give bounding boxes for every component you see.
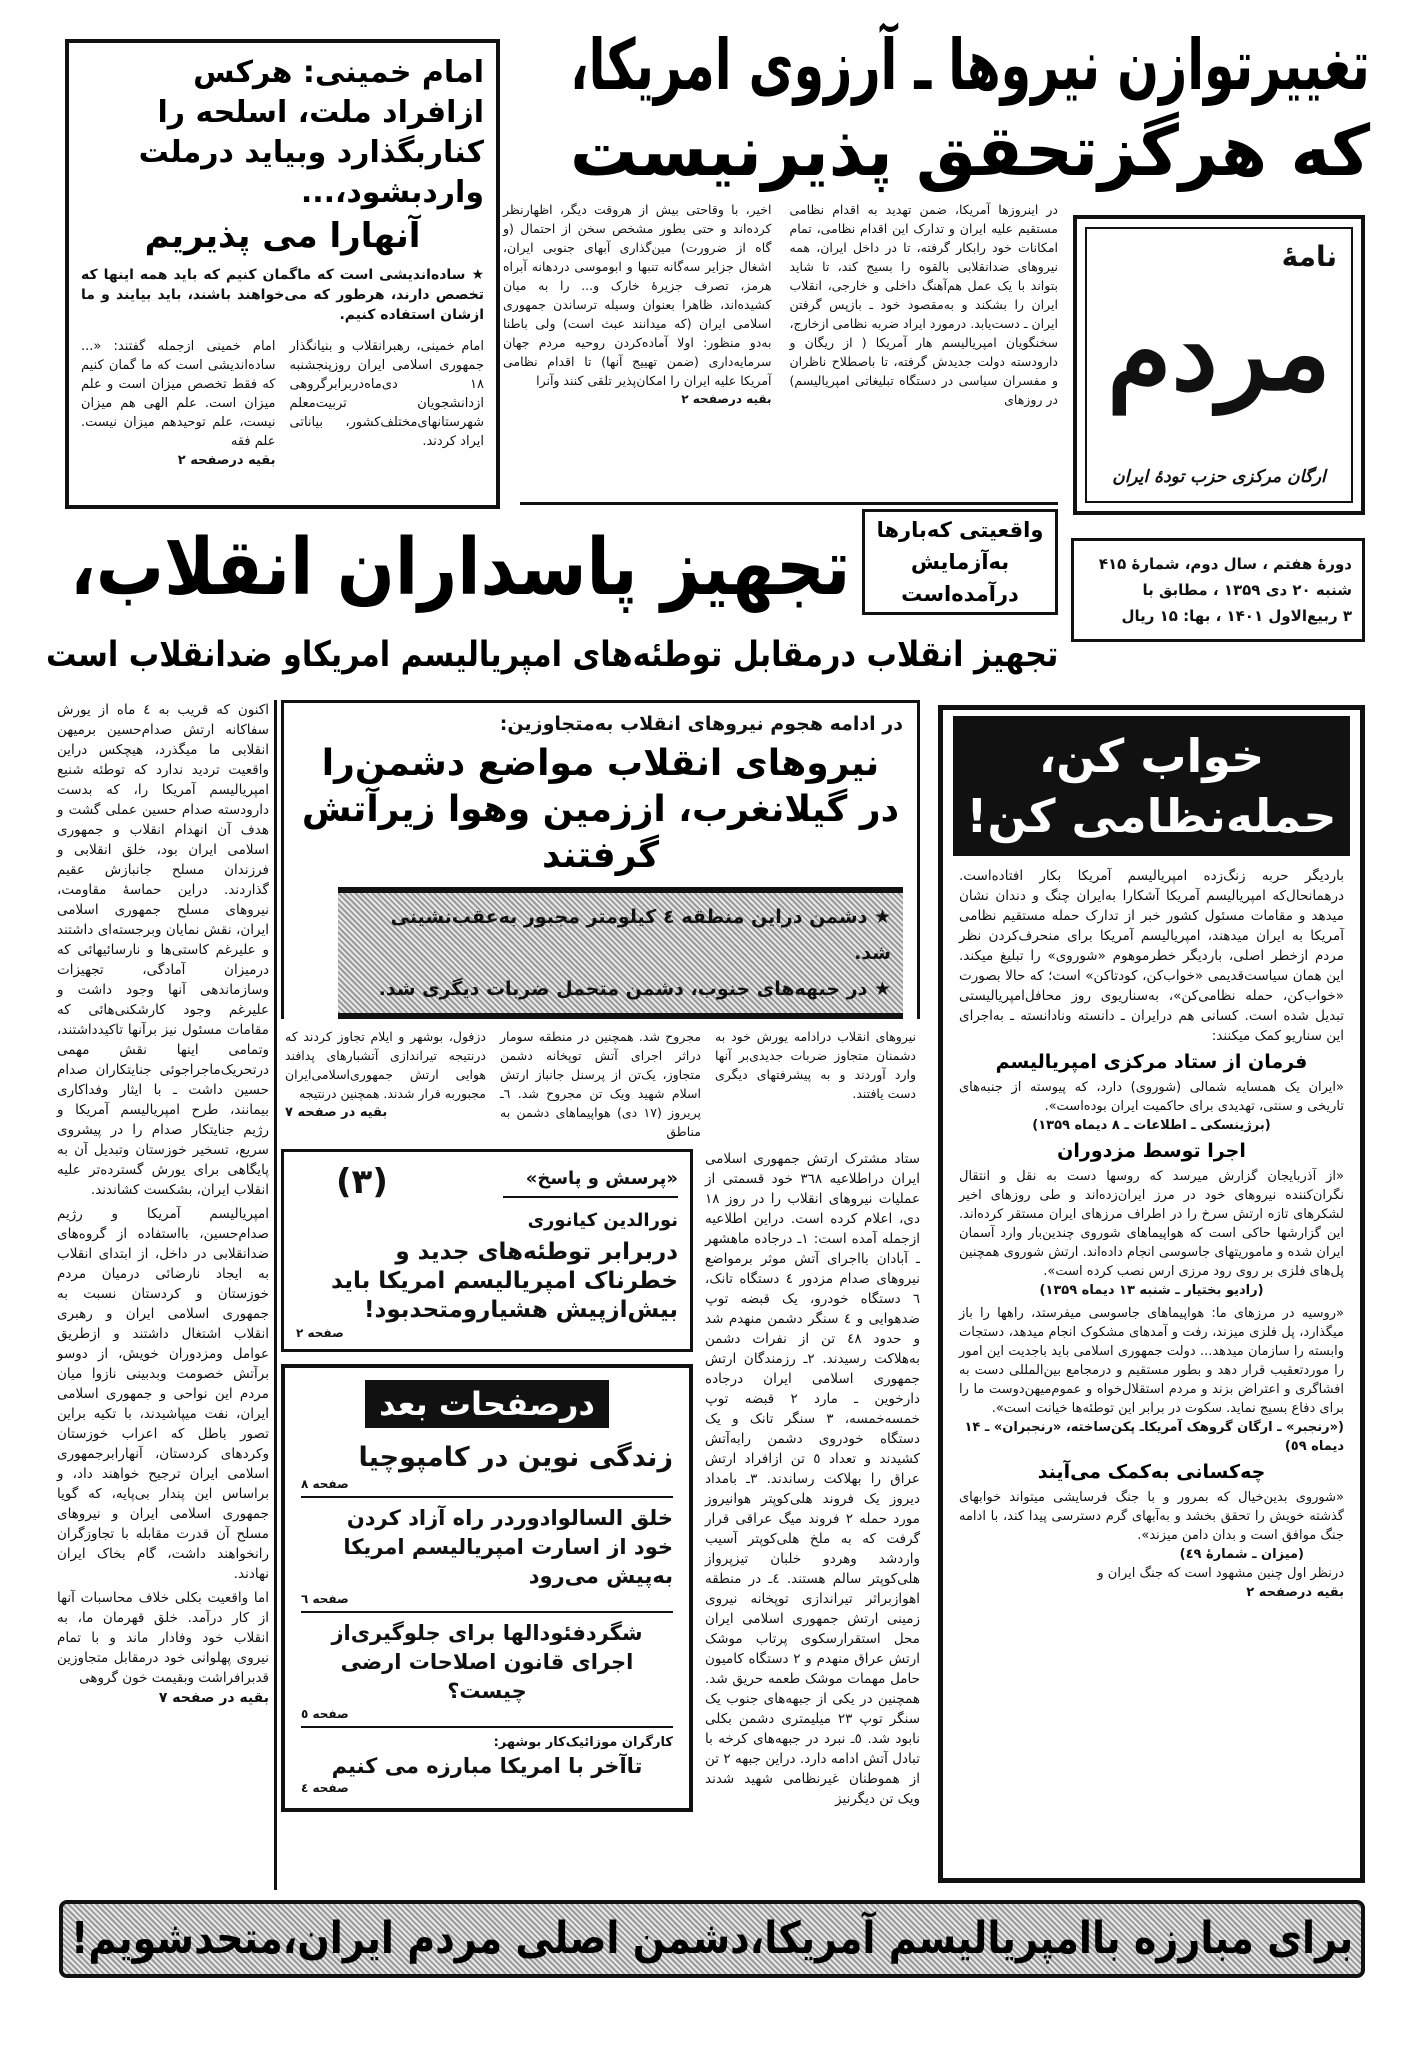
lead-article xyxy=(503,200,1058,409)
right-feature-source: (رادیو بختیار ـ شنبه ۱۳ دیماه ۱۳۵۹) xyxy=(1039,1283,1264,1298)
issue-number: دورهٔ هفتم ، سال دوم، شمارهٔ ۴۱۵ xyxy=(1098,555,1352,573)
right-feature-para: «شوروی بدین‌خیال که بمرور و با جنگ فرسایشی میتواند خوابهای گذشته خویش را تحقق بخشد و به‌آبهای گرم دسترسی پیدا کند، با ادامه جنگ موافق است و بدان دامن میزند». xyxy=(959,1490,1344,1543)
continued-link[interactable]: بقیه درصفحه ۲ xyxy=(681,392,772,406)
qa-header-row xyxy=(296,1160,678,1204)
qa-headline[interactable]: دربرابر توطئه‌های جدید و خطرناک امپریالیسم امریکا باید بیش‌ازپیش هشیارومتحدبود! xyxy=(331,1239,678,1323)
left-column-para: اکنون که قریب به ٤ ماه از یورش سفاکانه ارتش صدام‌حسین برمیهن انقلابی ما میگذرد، هیچکس دراین واقعیت تردید ندارد که توطئه شنیع امپریالیسم آمریکا را، که بدست دارودسته صدام حسین عملی گشت و هدف آن انهدام انقلاب و جمهوری اسلامی ایران بود، خلق انقلابی و فرزندان مسلح جانبازش عقیم گذاردند. دراین حماسهٔ مقاومت، نیروهای مسلح جمهوری اسلامی ایران، نقش نمایان وبرجسته‌ای داشتند و علیرغم کاستی‌ها و نارسائیهائی که درمیزان آمادگی، تجهیزات وسازماندهی آنها وجود داشت و علیرغم وجود کارشکنی‌هائی که مقامات مسئول نیز برآنها تاکیدداشتند، وتمامی اینها نقش مهمی درتحریک‌ماجراجوئی جنایتکاران صدام حسین داشت ـ با ایثار وفداکاری بیمانند، طرح امپریالیسم آمریکا و رژیم جنایتکار صدام را در پیشروی سریع، تسخیر خوزستان وتبدیل آن به پایگاهی برای یورش گسترده‌تر علیه انقلاب ایران، بشکست کشاندند. xyxy=(57,702,269,1198)
continued-link[interactable]: بقیه در صفحه ۷ xyxy=(158,1690,269,1706)
divider xyxy=(520,502,1058,505)
next-pages-item-title: تاآخر با امریکا مبارزه می کنیم xyxy=(331,1754,643,1778)
lead-article-col-left: اخیر، با وقاحتی بیش از هروقت دیگر، اظهارنظر کرده‌اند و حتی بطور مشخص سخن از احتمال (و گاه از ضرورت) مین‌گذاری آبهای جنوبی ایران، اشغال جزایر سه‌گانه تنبها و ابوموسی دردهانه آبراه هرمز، تصرف جزیرهٔ خارک و... را به میان کشیده‌اند، ظاهرا بعنوان وسیله ترساندن جمهوری اسلامی ایران (که میدانند عبث است) ولی باطنا به‌دو منظور: اولا آماده‌کردن روحیه مردم جهان سرمایه‌داری (ضمن تهییج آنها) تا اقدام نظامی آمریکا علیه ایران را امکان‌پذیر تلقی کنند وآنرا xyxy=(503,202,772,388)
left-column-para: امپریالیسم آمریکا و رژیم صدام‌حسین، بااستفاده از گروه‌های ضدانقلابی در داخل، از ابتدای انقلاب به ایجاد نارضائی درمیان مردم خوزستان و کردستان نسبت به جمهوری اسلامی ایران و رهبری انقلاب اشتغال داشتند و ازطریق عوامل ومزدوران خویش، از دوسو برآتش خصومت وبدبینی نازوا میان مردم این نواحی و جمهوری اسلامی ایران، نفت میپاشیدند، با تکیه براین تصور باطل که اعراب خوزستان وکردهای کردستان، آنهارابرجمهوری اسلامی ایران ترجیح خواهند داد، و براساس این پندار بی‌پایه، که گویا جمهوری اسلامی ایران و نیروهای مسلح آن قدرت مقابله با تجاوزگران رانخواهند داشت، گام بخاک ایران نهادند. xyxy=(57,1206,269,1582)
next-pages-item-title: شگردفئودالها برای جلوگیری‌از اجرای قانون اصلاحات ارضی چیست؟ xyxy=(331,1621,643,1703)
masthead-inner xyxy=(1085,227,1353,503)
right-feature-para: باردیگر حربه زنگ‌زده امپریالیسم آمریکا بکار افتاده‌است. درهمانحال‌که امپریالیسم آمریکا آشکارا به‌ایران چنگ و دندان نشان میدهد و مقامات مسئول کشور خبر از تدارک حمله مستقیم نظامی آمریکا به ایران میدهند، امپریالیسم آمریکا برای منحرف‌کردن نظر مردم ازخطر اصلی، باردیگر خطرموهوم «شوروی» را تبلیغ میکند. این همان سیاست‌قدیمی «خواب‌کن، کودتاکن» است؛ که حالا بصورت «خواب‌کن، حمله نظامی‌کن»، به‌سناریوی روز محافل‌امپریالیستی تبدیل شده است. کسانی هم درایران ـ دانسته ونادانسته ـ به‌اجرای این سناریو کمک میکنند: xyxy=(959,868,1344,1044)
battle-highlights xyxy=(338,887,903,1019)
top-headline-line2: که هرگزتحقق پذیرنیست xyxy=(569,110,1370,192)
battle-col-wrap xyxy=(285,1027,486,1141)
next-pages-title-wrap xyxy=(301,1380,673,1428)
masthead-name-top: نامهٔ xyxy=(1281,240,1337,273)
right-feature-body xyxy=(953,856,1350,1600)
issue-info-box xyxy=(1071,538,1365,642)
next-pages-item[interactable] xyxy=(301,1440,673,1498)
qa-page[interactable]: صفحه ۲ xyxy=(296,1326,344,1340)
qa-number: (۳) xyxy=(336,1162,388,1202)
right-feature-subheading: فرمان از ستاد مرکزی امپریالیسم xyxy=(995,1051,1308,1073)
center-boxes xyxy=(281,1149,693,1812)
right-feature-para: «ایران یک همسایه شمالی (شوروی) دارد، که پیوسته از جنبه‌های تاریخی و سنتی، تهدیدی برای حاکمیت ایران بوده‌است». xyxy=(959,1080,1344,1114)
next-pages-item-title: خلق السالوادوردر راه آزاد کردن خود از اسارت امپریالیسم امریکا به‌پیش می‌رود xyxy=(343,1506,673,1588)
lead-article-col-left-wrap xyxy=(503,200,772,409)
bottom-slogan-text: برای مبارزه باامپریالیسم آمریکا،دشمن اصلی مردم ایران،متحدشویم! xyxy=(70,1913,1353,1964)
right-feature-para: «روسیه در مرزهای ما: هواپیماهای جاسوسی میفرستد، راهها را باز میگذارد، پل فلزی میزند، رفت و آمدهای مشکوک انجام میدهد، دستجات وابسته را سازمان میدهد... دولت جمهوری اسلامی باید باجدیت این امور را موردتعقیب قرار دهد و بطور مستقیم و درمجامع بین‌المللی دست به افشاگری و اعتراض بزند و مردم استقلال‌خواه و عموم‌میهن‌دوست ما را برای دفاع بسیج نماید. سکوت در برابر این توطئه‌ها خیانت است». xyxy=(959,1306,1344,1416)
next-pages-title: درصفحات بعد xyxy=(365,1380,609,1428)
right-feature-box xyxy=(938,705,1365,1883)
battle-kicker: در ادامه هجوم نیروهای انقلاب به‌متجاوزین: xyxy=(499,713,903,735)
masthead-logo: مردم xyxy=(1107,291,1331,414)
next-pages-box xyxy=(281,1364,693,1812)
battle-col: دزفول، بوشهر و ایلام تجاوز کردند که درنتیجه تیراندازی آتشبارهای پدافند هوایی ارتش جمهوری‌اسلامی‌ایران مجبوربه فرار شدند. همچنین درنتیجه xyxy=(285,1029,486,1101)
battle-col: مجروح شد. همچنین در منطقه سومار دراثر اجرای آتش توپخانه دشمن متجاوز، یک‌تن از پرسنل جانباز ارتش اسلام شهید ویک تن مجروح شد. ٦ـ پریروز (۱۷ دی) هواپیماهای دشمن به مناطق xyxy=(500,1029,701,1139)
khomeini-col-left: امام خمینی ازجمله گفتند: «... ساده‌اندیشی است که ما گمان کنیم که فقط تخصص میزان است و علم میزان است. علم الهی هم میزان نیست، علم توحیدهم میزان نیست. علم فقه xyxy=(81,339,276,449)
battle-highlight: ★ دشمن دراین منطقه ٤ کیلومتر مجبور به‌عقب‌نشینی شد. xyxy=(390,906,891,964)
column-divider xyxy=(274,700,277,1890)
next-pages-item-kicker: کارگران موزائیک‌کار بوشهر: xyxy=(493,1735,673,1750)
next-pages-item[interactable] xyxy=(301,1734,673,1796)
khomeini-columns xyxy=(81,337,484,468)
subheadline-wrap xyxy=(46,630,1058,680)
right-feature-title: خواب کن، حمله‌نظامی کن! xyxy=(953,716,1350,856)
next-pages-item-page: صفحه ٦ xyxy=(301,1592,349,1606)
center-area xyxy=(281,700,920,1812)
continued-link[interactable]: بقیه در صفحه ۷ xyxy=(285,1105,388,1120)
top-headline xyxy=(570,22,1370,194)
battle-article-header xyxy=(281,700,920,1019)
continued-link[interactable]: بقیه درصفحه ۲ xyxy=(177,453,276,468)
right-feature-source: (برژینسکی ـ اطلاعات ـ ۸ دیماه ۱۳۵۹) xyxy=(1032,1118,1271,1133)
battle-col: نیروهای انقلاب درادامه یورش خود به دشمنان متجاوز ضربات جدیدی‌بر آنها وارد آوردند و به پیشرفتهای دیگری دست یافتند. xyxy=(715,1029,916,1101)
subheadline: تجهیز انقلاب درمقابل توطئه‌های امپریالیسم امریکاو ضدانقلاب است xyxy=(45,635,1058,675)
next-pages-item-page: صفحه ۸ xyxy=(301,1477,349,1491)
next-pages-item-page: صفحه ٥ xyxy=(301,1707,349,1721)
qa-author: نورالدین کیانوری xyxy=(527,1210,678,1231)
left-column-article xyxy=(57,700,269,1706)
battle-narrow-column: ستاد مشترک ارتش جمهوری اسلامی ایران دراطلاعیه ۳٦۸ خود قسمتی از عملیات نیروهای انقلاب را در روز ۱۸ دی، اعلام کرده است. دراین اطلاعیه ازجمله آمده است: ۱ـ درجاده ماهشهر ـ آبادان بااجرای آتش موثر برمواضع نیروهای صدام مزدور ٤ دستگاه تانک، ٦ دستگاه خودرو، یک قبضه توپ ضدهوایی و ٤ سنگر دشمن منهدم شد و حدود ٤۸ تن از نفرات دشمن به‌هلاکت رسیدند. ۲ـ رزمندگان ارتش جمهوری اسلامی ایران درجاده دارخوین ـ مارد ۲ قبضه توپ خمسه‌خمسه، ۳ سنگر تانک و یک دستگاه خودروی دشمن رابه‌آتش کشیدند و تعداد ٥ تن ازافراد ارتش عراق را بهلاکت رساندند. ۳ـ بامداد دیروز یک فروند هلی‌کوپتر هوانیروز مورد حمله ۲ فروند میگ عراقی قرار گرفت که به ملخ هلی‌کوپتر آسیب واردشد وهردو خلبان تیزپرواز هلی‌کوپتر سالم هستند. ٤ـ در منطقه اهوازبراثر تیراندازی توپخانه نیروی زمینی ارتش جمهوری اسلامی ایران محل استقرارسکوی پرتاب موشک ارتش عراق منهدم و ۲ دستگاه کامیون حامل مهمات موشک طعمه حریق شد. همچنین در یکی از جبهه‌های جنوب یک سنگر توپ ۲۳ میلیمتری دشمن بکلی نابود شد. ٥ـ نبرد در جبهه‌های کرخه با تبادل آتش ادامه دارد. دراین جبهه ۲ تن از هموطنان غیرنظامی شهید شدند ویک تن دیگرنیز xyxy=(705,1151,921,1807)
battle-headline: نیروهای انقلاب مواضع دشمن‌را در گیلانغرب، اززمین وهوا زیرآتش گرفتند xyxy=(301,743,900,876)
masthead xyxy=(1073,215,1365,515)
next-pages-item[interactable] xyxy=(301,1619,673,1728)
right-feature-subheading: چه‌کسانی به‌کمک می‌آیند xyxy=(1037,1461,1266,1483)
main-headline-wrap xyxy=(70,520,850,616)
battle-columns xyxy=(281,1027,920,1141)
khomeini-quote-title: امام خمینی: هرکس ازافراد ملت، اسلحه را کناربگذارد وبیاید درملت واردبشود،... xyxy=(138,55,484,210)
lead-article-col-right: در اینروزها آمریکا، ضمن تهدید به اقدام نظامی مستقیم علیه ایران و تدارک این اقدام نظامی، تمام امکانات خود رابکار گرفته، تا در داخل ایران، همه نیروهای ضدانقلابی بالقوه را بسیج کند، تا شاید بتواند با یک عمل هم‌آهنگ داخلی و خارجی، انقلاب ایران را بشکند و به‌مقصود خود ـ بازپس گرفتن ایران ـ دست‌یابد. درمورد ایراد ضربه نظامی ازخارج، سخنگویان امپریالیسم هار آمریکا ( از ریگان و دارودسته دولت جدیدش گرفته، تا باصطلاح ناظران و مفسران سیاسی در دستگاه تبلیغاتی امپریالیسم) در روزهای xyxy=(789,202,1058,407)
khomeini-star-text: ★ ساده‌اندیشی است که ماگمان کنیم که باید همه اینها که تخصص دارند، هرطور که می‌خواهند باشند، باید بیایند و ما ازشان استفاده کنیم. xyxy=(81,267,484,323)
khomeini-quote-highlight: آنهارا می پذیریم xyxy=(144,216,421,256)
khomeini-quote-box xyxy=(65,39,500,509)
right-feature-para: «از آذربایجان گزارش میرسد که روسها دست به نقل و انتقال نگران‌کننده نیروهای خود در مرز ایران‌زده‌اند و طی روزهای اخیر لشکرهای تازه ارتش سرخ را در اطراف مرزهای ایران مستقر کرده‌اند. این گزارشها حاکی است که هواپیماهای شوروی چندین‌بار وارد آسمان ایران شده و ماموریتهای جاسوسی انجام داده‌اند. ارتش شوروی همچنین پل‌های فلزی بر روی رود مرزی ارس نصب کرده است». xyxy=(959,1169,1344,1279)
khomeini-col-right: امام خمینی، رهبرانقلاب و بنیانگذار جمهوری اسلامی ایران روزپنجشنبه ۱۸ دی‌ماه‌دربرابرگروهی ازدانشجویان تربیت‌معلم شهرستانهای‌مختلف‌کشور، بیاناتی ایراد کردند. xyxy=(289,339,484,449)
battle-highlight: ★ در جبهه‌های جنوب، دشمن متحمل ضربات دیگری شد. xyxy=(378,978,891,1000)
issue-date: شنبه ۲۰ دی ۱۳۵۹ ، مطابق با xyxy=(1142,581,1352,599)
masthead-subtitle: ارگان مرکزی حزب تودهٔ ایران xyxy=(1112,467,1326,487)
left-column-para: اما واقعیت بکلی خلاف محاسبات آنها از کار درآمد. خلق قهرمان ما، به انقلاب خود وفادار ماند و با تمام نیروی پهلوانی خود درمقابل متجاوزین قدبرافراشت وبقیمت خون گروهی xyxy=(57,1590,269,1686)
qa-label: «پرسش و پاسخ» xyxy=(503,1166,678,1198)
main-headline: تجهیز پاسداران انقلاب، xyxy=(69,523,850,613)
qa-box xyxy=(281,1149,693,1352)
issue-price: ۳ ربیع‌الاول ۱۴۰۱ ، بها: ۱۵ ریال xyxy=(1121,607,1352,625)
center-lower xyxy=(281,1149,920,1812)
right-feature-subheading: اجرا توسط مزدوران xyxy=(1057,1140,1246,1162)
side-box: واقعیتی که‌بارها به‌آزمایش درآمده‌است xyxy=(862,509,1058,615)
right-feature-para: درنظر اول چنین مشهود است که جنگ ایران و xyxy=(1097,1566,1344,1581)
next-pages-item-page: صفحه ٤ xyxy=(301,1781,349,1795)
top-headline-line1: تغییرتوازن نیروها ـ آرزوی امریکا، xyxy=(570,24,1370,106)
bottom-slogan-banner xyxy=(59,1900,1365,1978)
continued-link[interactable]: بقیه درصفحه ۲ xyxy=(1246,1585,1344,1600)
right-feature-source: («رنجبر» ـ ارگان گروهک آمریکا‌ـ پکن‌ساخته، «رنجبران» ـ ۱۴ دیماه ٥۹) xyxy=(964,1420,1344,1454)
khomeini-col-left-wrap xyxy=(81,337,276,468)
right-feature-source: (میزان ـ شمارهٔ ٤۹) xyxy=(1179,1547,1304,1562)
next-pages-item[interactable] xyxy=(301,1504,673,1613)
next-pages-item-title: زندگی نوین در کامپوچیا xyxy=(358,1442,673,1473)
